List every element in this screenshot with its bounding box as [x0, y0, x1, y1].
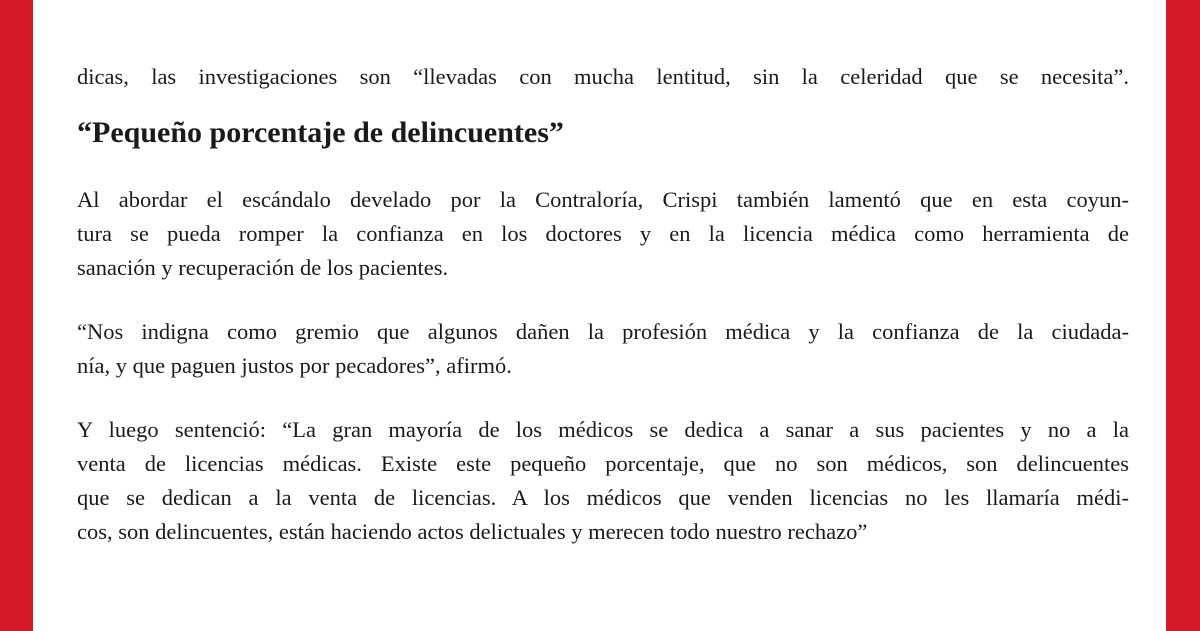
paragraph-line: que se dedican a la venta de licencias. A los médicos que venden licencias no les llamaría médi-: [77, 485, 1129, 510]
subheading: “Pequeño porcentaje de delincuentes”: [77, 116, 564, 149]
paragraph-3: [77, 413, 1129, 549]
paragraph-line: sanación y recuperación de los pacientes.: [77, 255, 449, 280]
paragraph-line: tura se pueda romper la confianza en los doctores y en la licencia médica como herramienta de: [77, 221, 1129, 246]
paragraph-line: Al abordar el escándalo develado por la Contraloría, Crispi también lamentó que en esta coyun-: [77, 187, 1129, 212]
paragraph-line: cos, son delincuentes, están haciendo actos delictuales y merecen todo nuestro rechazo”: [77, 519, 868, 544]
paragraph-line: “Nos indigna como gremio que algunos dañen la profesión médica y la confianza de la ciudada-: [77, 319, 1129, 344]
paragraph-line: venta de licencias médicas. Existe este pequeño porcentaje, que no son médicos, son delincuentes: [77, 451, 1129, 476]
paragraph-line: Y luego sentenció: “La gran mayoría de los médicos se dedica a sanar a sus pacientes y no a la: [77, 417, 1129, 442]
article-body: [77, 60, 1129, 549]
paragraph-1: [77, 183, 1129, 285]
right-red-border: [1166, 0, 1200, 631]
paragraph-2: [77, 315, 1129, 383]
intro-line: dicas, las investigaciones son “llevadas con mucha lentitud, sin la celeridad que se necesita”.: [77, 64, 1129, 89]
paragraph-line: nía, y que paguen justos por pecadores”, afirmó.: [77, 353, 512, 378]
left-red-border: [0, 0, 33, 631]
